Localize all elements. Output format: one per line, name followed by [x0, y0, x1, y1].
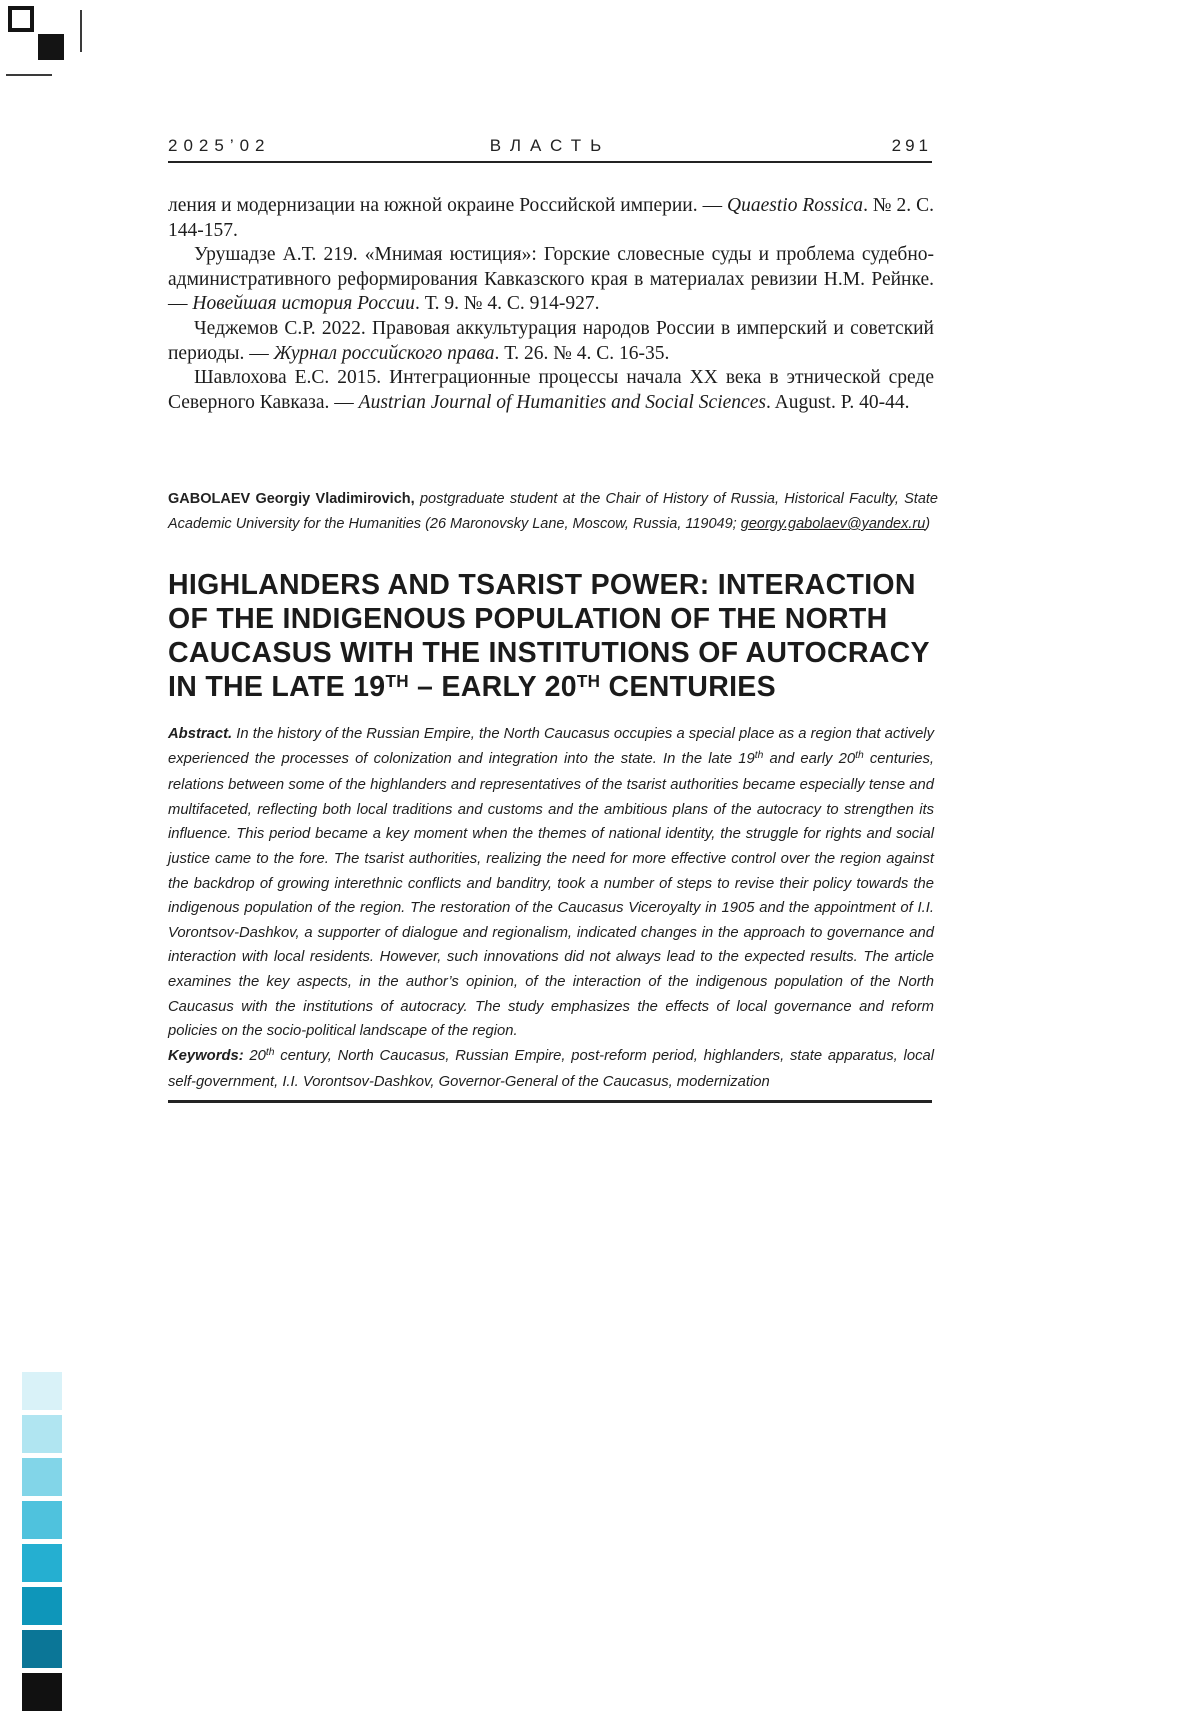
registration-square-outline-icon: [8, 6, 34, 32]
reference-text: Урушадзе А.Т. 219. «Мнимая юстиция»: Горские словесные суды и проблема судебно-административного реформирования Кавказского края в материалах ревизии Н.М. Рейнке. —: [168, 244, 934, 315]
abstract-text: centuries, relations between some of the highlanders and representatives of the tsarist authorities became especially tense and multifaceted, reflecting both local traditions and customs and the ambitious plans of the autocracy to strengthen its influence. This period became a key moment when the themes of national identity, the struggle for rights and social justice came to the fore. The tsarist authorities, realizing the need for more effective control over the region against the backdrop of growing interethnic conflicts and banditry, took a number of steps to revise their policy towards the indigenous population of the region. The restoration of the Caucasus Viceroyalty in 1905 and the appointment of I.I. Vorontsov-Dashkov, a supporter of dialogue and regionalism, indicated changes in the approach to governance and interaction with local residents. However, such innovations did not always lead to the expected results. The article examines the key aspects, in the author’s opinion, of the interaction of the indigenous population of the North Caucasus with the institutions of autocracy. The study emphasizes the effects of local governance and reform policies on the socio-political landscape of the region.: [168, 750, 935, 1040]
abstract-paragraph: [168, 722, 934, 1044]
journal-issue: 2025’02: [168, 136, 271, 155]
abstract-label: Abstract.: [168, 726, 233, 742]
reference-source: Austrian Journal of Humanities and Social Sciences: [358, 391, 766, 413]
article-title-text: HIGHLANDERS AND TSARIST POWER: INTERACTION OF THE INDIGENOUS POPULATION OF THE NORTH CAUCASUS WITH THE INSTITUTIONS OF AUTOCRACY IN THE LATE 19: [168, 569, 930, 703]
color-chip: [22, 1458, 62, 1496]
crop-mark-horizontal-line: [6, 74, 52, 76]
reference-text: Чеджемов С.Р. 2022. Правовая аккультурация народов России в имперский и советский периоды. —: [168, 317, 934, 364]
page-header: [168, 136, 932, 156]
keywords-text: century, North Caucasus, Russian Empire, post-reform period, highlanders, state apparatus, local self-government, I.I. Vorontsov-Dashkov, Governor-General of the Caucasus, modernization: [168, 1047, 934, 1091]
article-title-text: CENTURIES: [600, 671, 776, 703]
author-affiliation-closing: ): [925, 516, 931, 532]
journal-title: ВЛАСТЬ: [489, 136, 611, 155]
color-chip: [22, 1673, 62, 1711]
reference-item: [168, 243, 934, 317]
reference-pages: . Т. 26. № 4. С. 16-35.: [494, 342, 670, 364]
author-info: [168, 487, 938, 537]
keywords-label: Keywords:: [168, 1047, 244, 1064]
reference-item: [168, 194, 934, 243]
registration-square-filled-icon: [38, 34, 64, 60]
reference-source: Журнал российского права: [273, 342, 495, 364]
reference-pages: . Т. 9. № 4. С. 914-927.: [414, 293, 600, 315]
article-title-text: – EARLY 20: [408, 671, 577, 703]
keywords-section: [168, 1044, 934, 1095]
reference-pages: . № 2. С. 144-157.: [168, 195, 934, 241]
references-section: [168, 194, 934, 415]
author-name: GABOLAEV Georgiy Vladimirovich,: [168, 491, 415, 507]
author-affiliation: postgraduate student at the Chair of History of Russia, Historical Faculty, State Academic University for the Humanities (26 Maronovsky Lane, Moscow, Russia, 119049;: [168, 491, 938, 532]
reference-text: ления и модернизации на южной окраине Российской империи. —: [168, 195, 728, 216]
reference-item: [168, 317, 934, 366]
color-chip: [22, 1501, 62, 1539]
header-rule: [168, 161, 932, 163]
author-email-link[interactable]: georgy.gabolaev@yandex.ru: [740, 516, 926, 532]
color-calibration-bar: [22, 1372, 62, 1711]
reference-source: Quaestio Rossica: [727, 195, 864, 216]
reference-pages: . August. P. 40-44.: [765, 391, 910, 413]
abstract-superscript: th: [754, 749, 764, 761]
keywords-superscript: th: [265, 1047, 275, 1059]
abstract-text: In the history of the Russian Empire, the North Caucasus occupies a special place as a region that actively experienced the processes of colonization and integration into the state. In the late 19: [168, 726, 934, 767]
section-divider-rule: [168, 1100, 932, 1103]
page-number: 291: [891, 136, 932, 155]
color-chip: [22, 1544, 62, 1582]
color-chip: [22, 1630, 62, 1668]
abstract-section: [168, 722, 934, 1095]
color-chip: [22, 1587, 62, 1625]
reference-item: [168, 366, 934, 415]
title-superscript: TH: [385, 672, 409, 692]
color-chip: [22, 1415, 62, 1453]
title-superscript: TH: [576, 672, 601, 692]
keywords-text: 20: [243, 1047, 266, 1064]
crop-mark-vertical-line: [80, 10, 82, 52]
article-title: [168, 568, 952, 708]
reference-text: Шавлохова Е.С. 2015. Интеграционные процессы начала XX века в этнической среде Северного Кавказа. —: [168, 367, 934, 413]
color-chip: [22, 1372, 62, 1410]
abstract-text: and early 20: [763, 750, 856, 767]
abstract-superscript: th: [855, 749, 864, 761]
reference-source: Новейшая история России: [192, 293, 415, 315]
